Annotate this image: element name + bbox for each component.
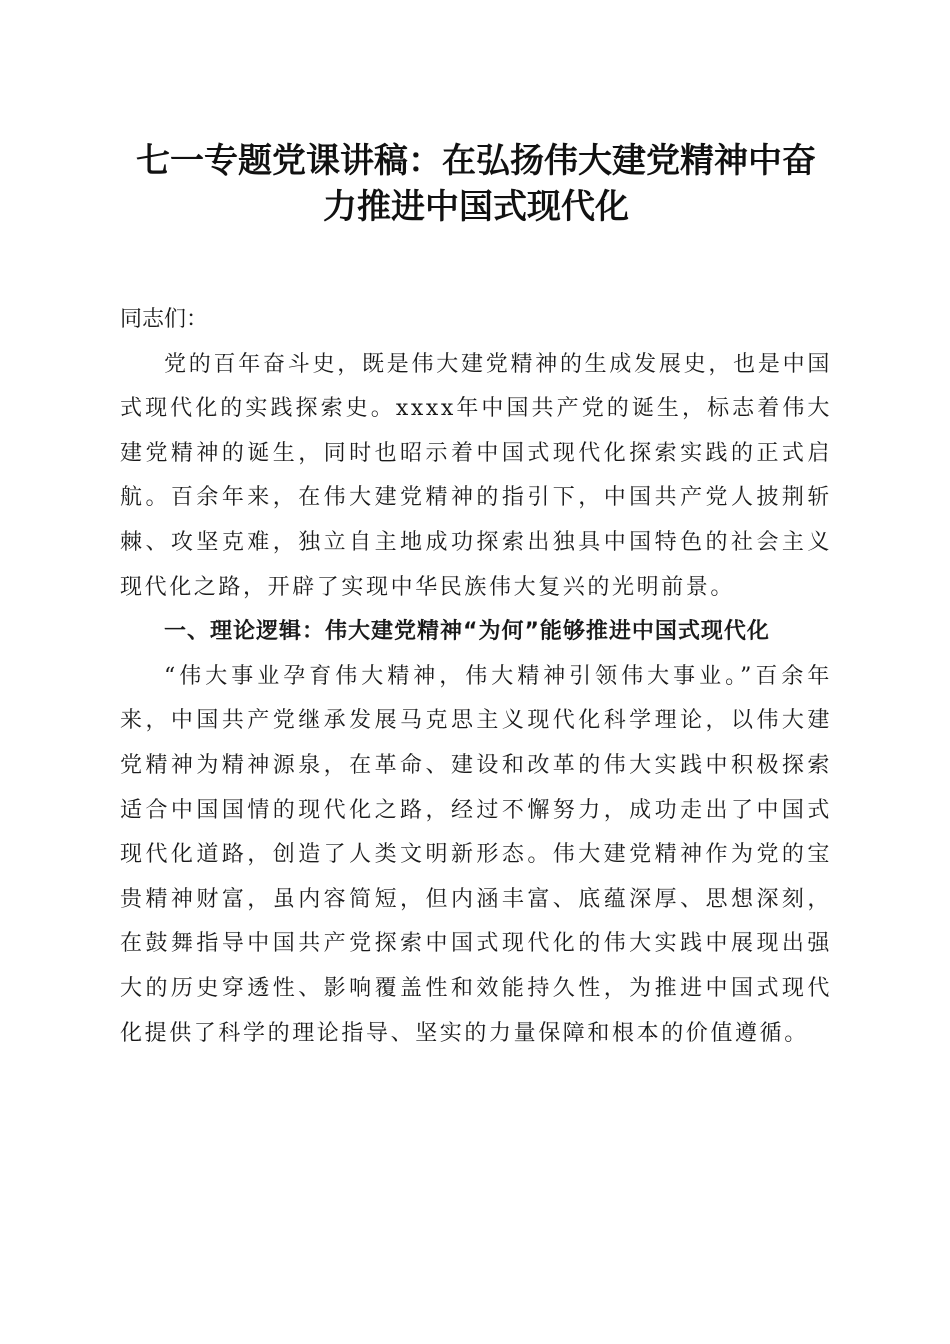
- intro-paragraph: 党的百年奋斗史，既是伟大建党精神的生成发展史，也是中国式现代化的实践探索史。xxxx年中国共产党的诞生，标志着伟大建党精神的诞生，同时也昭示着中国式现代化探索实践的正式启航。百余年来，在伟大建党精神的指引下，中国共产党人披荆斩棘、攻坚克难，独立自主地成功探索出独具中国特色的社会主义现代化之路，开辟了实现中华民族伟大复兴的光明前景。: [120, 351, 832, 600]
- document-page: [120, 138, 832, 1056]
- section-heading-1: 一、理论逻辑：伟大建党精神“为何”能够推进中国式现代化: [164, 619, 770, 645]
- section-1-paragraph: “伟大事业孕育伟大精神，伟大精神引领伟大事业。”百余年来，中国共产党继承发展马克思主义现代化科学理论，以伟大建党精神为精神源泉，在革命、建设和改革的伟大实践中积极探索适合中国国情的现代化之路，经过不懈努力，成功走出了中国式现代化道路，创造了人类文明新形态。伟大建党精神作为党的宝贵精神财富，虽内容简短，但内涵丰富、底蕴深厚、思想深刻，在鼓舞指导中国共产党探索中国式现代化的伟大实践中展现出强大的历史穿透性、影响覆盖性和效能持久性，为推进中国式现代化提供了科学的理论指导、坚实的力量保障和根本的价值遵循。: [120, 663, 832, 1046]
- salutation: 同志们：: [120, 307, 209, 332]
- document-title: 七一专题党课讲稿：在弘扬伟大建党精神中奋力推进中国式现代化: [136, 141, 816, 227]
